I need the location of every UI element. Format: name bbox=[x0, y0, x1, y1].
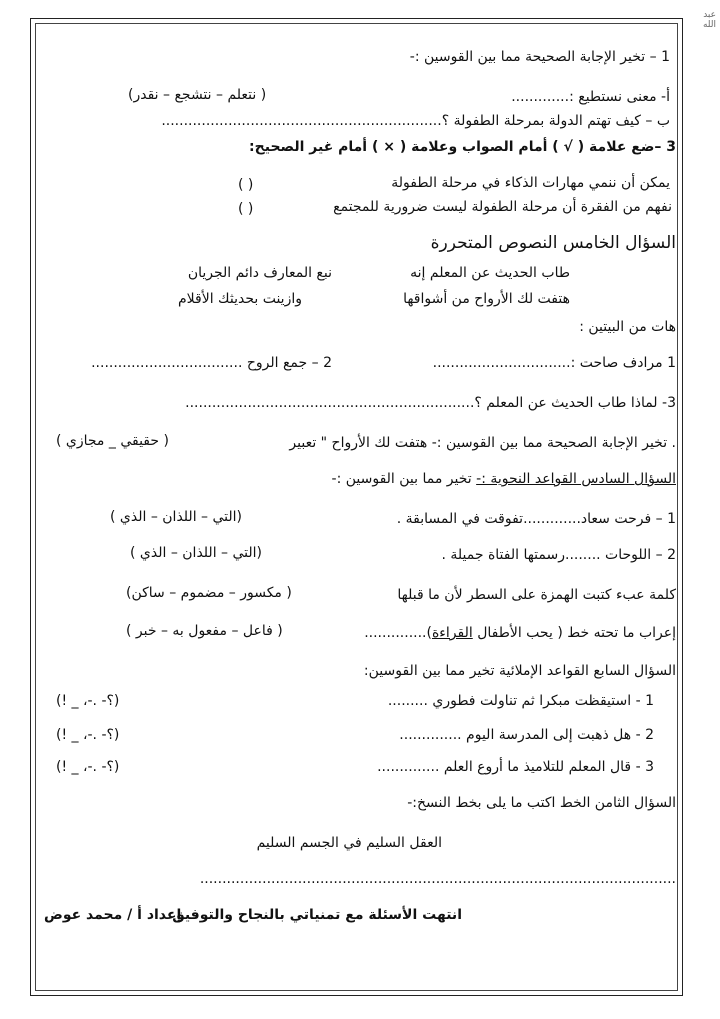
q6-sentence-2-options: (التي – اللذان – الذي ) bbox=[130, 545, 262, 561]
q5-choose: . تخير الإجابة الصحيحة مما بين القوسين :- هتفت لك الأرواح " تعبير bbox=[289, 435, 676, 451]
q6-sentence-3: كلمة عبء كتبت الهمزة على السطر لأن ما قبلها bbox=[397, 587, 676, 603]
q3-statement-2-box: ( ) bbox=[238, 201, 254, 217]
q5-verse-2b: وازينت بحديثك الأقلام bbox=[178, 291, 302, 307]
q5-title: السؤال الخامس النصوص المتحررة bbox=[430, 233, 676, 253]
q6-sentence-4-end: ).............. bbox=[364, 625, 432, 641]
q6-sentence-3-options: ( مكسور – مضموم – ساكن) bbox=[126, 585, 292, 601]
q7-sentence-2: 2 - هل ذهبت إلى المدرسة اليوم .............. bbox=[399, 727, 654, 743]
q7-title: السؤال السابع القواعد الإملائية تخير مما بين القوسين: bbox=[363, 663, 676, 679]
q5-synonym: 1 مرادف صاحت :............................... bbox=[432, 355, 676, 371]
q7-sentence-1-options: (؟- .-، _ !) bbox=[56, 693, 120, 709]
q5-plural: 2 – جمع الروح .................................. bbox=[91, 355, 332, 371]
q7-sentence-2-options: (؟- .-، _ !) bbox=[56, 727, 120, 743]
q1-item-a-options: ( نتعلم – نتشجع – نقدر) bbox=[128, 87, 267, 103]
q6-title bbox=[332, 470, 676, 488]
q6-title-underlined: السؤال السادس القواعد النحوية :- bbox=[476, 471, 676, 487]
q6-title-rest: تخير مما بين القوسين :- bbox=[331, 471, 477, 487]
footer-closing: انتهت الأسئلة مع تمنياتي بالنجاح والتوفيق bbox=[172, 907, 462, 923]
q5-why: 3- لماذا طاب الحديث عن المعلم ؟................................................................. bbox=[185, 395, 676, 411]
q6-sentence-1-options: (التي – اللذان – الذي ) bbox=[110, 509, 242, 525]
corner-watermark: عبد الله bbox=[702, 10, 716, 30]
q8-title: السؤال الثامن الخط اكتب ما يلى بخط النسخ:- bbox=[407, 795, 676, 811]
q6-sentence-4-options: ( فاعل – مفعول به – خبر ) bbox=[126, 623, 283, 639]
q3-statement-1: يمكن أن ننمي مهارات الذكاء في مرحلة الطفولة bbox=[391, 175, 670, 191]
q6-sentence-1: 1 – فرحت سعاد.............تفوقت في المسابقة . bbox=[396, 511, 676, 527]
q7-sentence-3: 3 - قال المعلم للتلاميذ ما أروع العلم .............. bbox=[377, 759, 654, 775]
q3-statement-1-box: ( ) bbox=[238, 177, 254, 193]
q8-writing-line: ........................................................................................................... bbox=[199, 871, 676, 887]
q5-choose-options: ( حقيقي _ مجازي ) bbox=[56, 433, 169, 449]
q1-item-b: ب – كيف تهتم الدولة بمرحلة الطفولة ؟............................................................... bbox=[161, 113, 670, 129]
q1-item-a: أ- معنى نستطيع :............. bbox=[511, 89, 670, 105]
q7-sentence-3-options: (؟- .-، _ !) bbox=[56, 759, 120, 775]
q1-title: 1 – تخير الإجابة الصحيحة مما بين القوسين :- bbox=[409, 49, 670, 65]
q5-verse-2a: هتفت لك الأرواح من أشواقها bbox=[403, 291, 570, 307]
q5-verse-1b: نبع المعارف دائم الجريان bbox=[187, 265, 332, 281]
q5-verse-1a: طاب الحديث عن المعلم إنه bbox=[410, 265, 570, 281]
q6-sentence-4-start: إعراب ما تحته خط ( يحب الأطفال bbox=[472, 625, 676, 641]
footer-author: إعداد أ / محمد عوض bbox=[44, 907, 182, 923]
q6-sentence-4-underlined: القراءة bbox=[431, 625, 473, 641]
q3-tick-title: 3 –ضع علامة ( √ ) أمام الصواب وعلامة ( × ) أمام غير الصحيح: bbox=[249, 139, 676, 155]
q6-sentence-2: 2 – اللوحات ........رسمتها الفتاة جميلة . bbox=[441, 547, 676, 563]
q7-sentence-1: 1 - استيقظت مبكرا ثم تناولت فطوري ......... bbox=[387, 693, 654, 709]
q8-text: العقل السليم في الجسم السليم bbox=[256, 835, 442, 851]
q5-from-verses: هات من البيتين : bbox=[579, 319, 676, 335]
q3-statement-2: نفهم من الفقرة أن مرحلة الطفولة ليست ضرورية للمجتمع bbox=[333, 199, 672, 215]
q6-sentence-4 bbox=[364, 624, 676, 642]
